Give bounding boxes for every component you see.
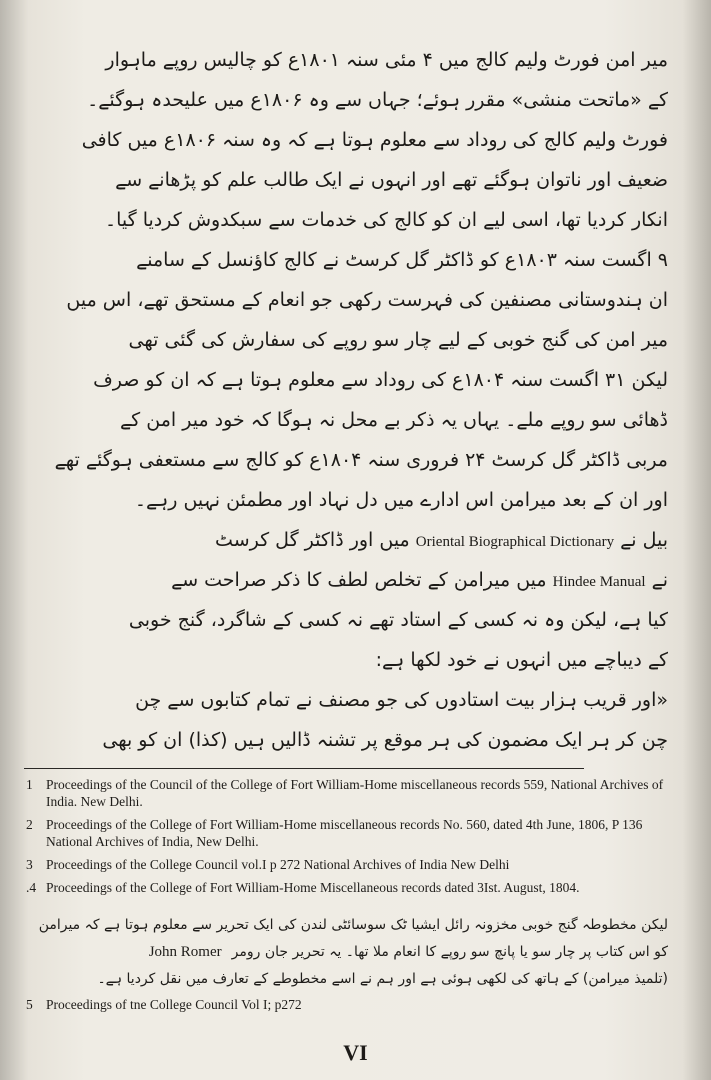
- footnote-5: [26, 996, 666, 1019]
- page-number: VI: [343, 1040, 368, 1065]
- footnote-item: [26, 879, 666, 896]
- footnote-urdu-block: [28, 912, 668, 993]
- body-line-bilingual: نے Hindee Manual میں میرامن کے تخلص لطف کا ذکر صراحت سے: [171, 569, 668, 591]
- body-line: اور ان کے بعد میرامن اس ادارے میں دل نہاد اور مطمئن نہیں رہے۔: [134, 489, 668, 511]
- footnote-item: [26, 816, 666, 850]
- footnote-text: Proceedings of the Council of the College of Fort William-Home miscellaneous records 559, National Archives of India. New Delhi.: [46, 777, 664, 809]
- body-line: کے «ماتحت منشی» مقرر ہوئے؛ جہاں سے وہ ۱۸۰۶ع میں علیحدہ ہوگئے۔: [87, 89, 668, 111]
- body-line: ڈھائی سو روپے ملے۔ یہاں یہ ذکر بے محل نہ ہوگا کہ خود میر امن کے: [120, 409, 668, 431]
- footnote-text: Proceedings of the College Council vol.I p 272 National Archives of India New Delhi: [46, 857, 510, 872]
- body-text-block-2: [28, 520, 668, 760]
- footnote-number: 1: [26, 777, 33, 792]
- footnote-text: Proceedings of tne College Council Vol I; p272: [46, 997, 302, 1012]
- body-line: ان ہندوستانی مصنفین کی فہرست رکھی جو انعام کے مستحق تھے، اس میں: [66, 289, 668, 311]
- footnote-number: 3: [26, 857, 33, 872]
- body-line: میر امن فورٹ ولیم کالج میں ۴ مئی سنہ ۱۸۰۱ع کو چالیس روپے ماہوار: [105, 49, 668, 71]
- body-text-block-1: [28, 40, 668, 520]
- footnote-number: 2: [26, 817, 33, 832]
- body-line: فورٹ ولیم کالج کی روداد سے معلوم ہوتا ہے کہ وہ سنہ ۱۸۰۶ع میں کافی: [81, 129, 668, 151]
- footnote-urdu-line: [28, 912, 668, 939]
- body-line: چن کر ہر ایک مضمون کی ہر موقع پر تشنہ ڈالیں ہیں (کذا) ان کو بھی: [102, 729, 668, 751]
- footnote-item: [26, 856, 666, 873]
- body-line: ضعیف اور ناتوان ہوگئے تھے اور انہوں نے ایک طالب علم کو پڑھانے سے: [115, 169, 668, 191]
- body-line: «اور قریب ہزار بیت استادوں کی جو مصنف نے تمام کتابوں سے چن: [135, 689, 668, 711]
- footnote-urdu-line: [28, 939, 668, 966]
- footnote-text: Proceedings of the College of Fort William-Home Miscellaneous records dated 3Ist. August, 1804.: [46, 880, 580, 895]
- footnote-latin-name: John Romer: [148, 944, 222, 960]
- body-line: کیا ہے، لیکن وہ نہ کسی کے استاد تھے نہ کسی کے شاگرد، گنج خوبی: [128, 609, 668, 631]
- body-line: میر امن کی گنج خوبی کے لیے چار سو روپے کی سفارش کی گئی تھی: [128, 329, 668, 351]
- footnote-urdu-text: کو اس کتاب پر چار سو یا پانچ سو روپے کا انعام ملا تھا۔ یہ تحریر جان رومر: [231, 944, 668, 960]
- footnote-number: .4: [26, 880, 37, 895]
- body-line: لیکن ۳۱ اگست سنہ ۱۸۰۴ع کی روداد سے معلوم ہوتا ہے کہ ان کو صرف: [93, 369, 668, 391]
- body-line: ۹ اگست سنہ ۱۸۰۳ع کو ڈاکٹر گل کرسٹ نے کالج کاؤنسل کے سامنے: [136, 249, 668, 271]
- footnote-separator: [24, 768, 584, 769]
- footnote-list: [26, 776, 666, 902]
- footnote-urdu-line: [28, 966, 668, 993]
- body-line: مربی ڈاکٹر گل کرسٹ ۲۴ فروری سنہ ۱۸۰۴ع کو کالج سے مستعفی ہوگئے تھے: [54, 449, 668, 471]
- body-line: انکار کردیا تھا، اسی لیے ان کو کالج کی خدمات سے سبکدوش کردیا گیا۔: [104, 209, 668, 231]
- body-line-bilingual: بیل نے Oriental Biographical Dictionary میں اور ڈاکٹر گل کرسٹ: [215, 529, 668, 551]
- footnote-urdu-text: لیکن مخطوطہ گنج خوبی مخزونہ رائل ایشیا ٹک سوسائٹی لندن کی ایک تحریر سے معلوم ہوتا ہے کہ میرامن: [38, 917, 668, 933]
- footnote-item: [26, 776, 666, 810]
- footnote-text: Proceedings of the College of Fort William-Home miscellaneous records No. 560, dated 4th June, 1806, P 136 National Archives of India, New Delhi.: [46, 817, 643, 849]
- footnote-urdu-text: (تلمیذ میرامن) کے ہاتھ کی لکھی ہوئی ہے اور ہم نے اسے مخطوطے کے تعارف میں نقل کردیا ہے۔: [97, 971, 668, 987]
- body-line: کے دیباچے میں انہوں نے خود لکھا ہے:: [375, 649, 668, 671]
- footnote-number: 5: [26, 997, 33, 1012]
